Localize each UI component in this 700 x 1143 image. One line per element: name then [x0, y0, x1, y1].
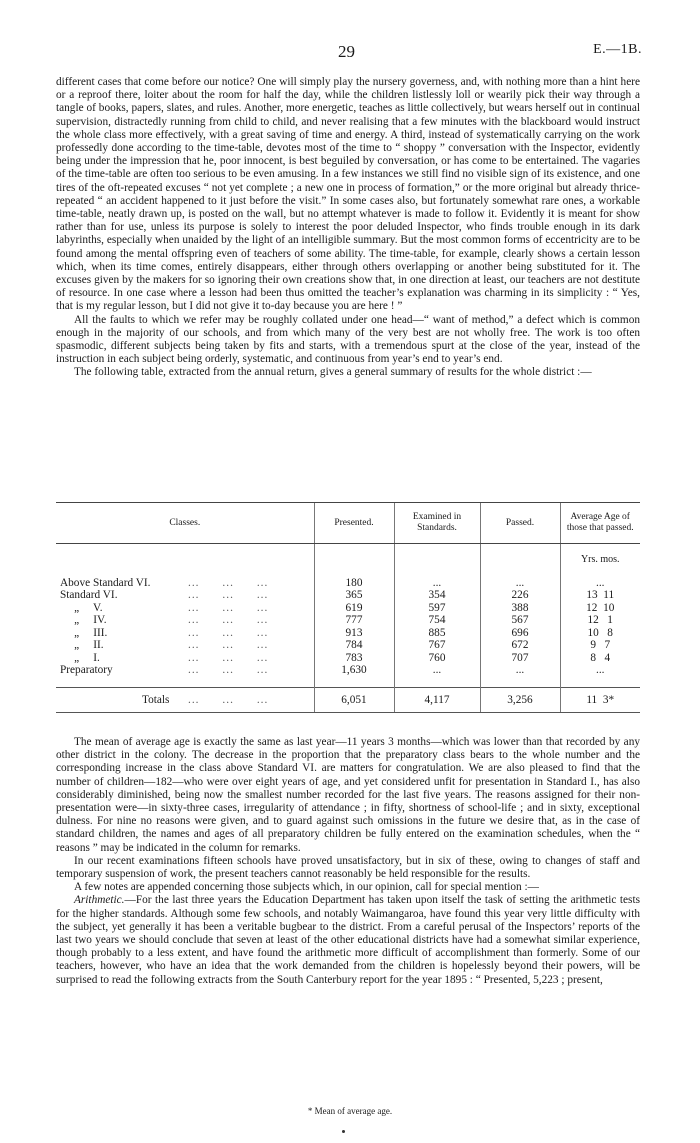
examined-cell: 885: [394, 627, 480, 640]
examined-cell: ...: [394, 577, 480, 590]
leader-dots: ... ... ...: [188, 651, 269, 664]
paragraph: The mean of average age is exactly the same as last year—11 years 3 months—which was lower than that recorded by any other district in the colony. The decrease in the proportion that the preparatory class bears to the whole number and the corresponding increase in the class above Standard VI. are matters for congratulation. We are also pleased to find that the number of children—182—who were over eight years of age, and yet considered unfit for presentation in Standard I., has also considerably diminished, being now the smallest number recorded for the last five years. The reasons assigned for their non-presentation were—in sixty-three cases, irregularity of attendance ; in fifty, shortness of school-life ; and in sixty, exceptional dulness. For nine no reasons were given, and to guard against such omissions in the future we desire that, as in the case of standard children, the names and ages of all preparatory children be fully entered on the examination schedules, when the “ reasons ” may be indicated in the column for remarks.: [56, 736, 640, 854]
table-row: [56, 639, 640, 652]
table-row: [56, 577, 640, 590]
passed-cell: 707: [480, 652, 560, 665]
row-class: [56, 652, 314, 665]
age-cell: 10 8: [560, 627, 640, 640]
leader-dots: ... ... ...: [188, 614, 269, 626]
class-label: „ V.: [60, 601, 103, 614]
passed-cell: ...: [480, 664, 560, 677]
document-code: E.—1B.: [593, 42, 642, 57]
total-age: 11 3*: [560, 687, 640, 712]
passed-cell: 672: [480, 639, 560, 652]
row-class: [56, 602, 314, 615]
page-mark: [342, 1130, 345, 1133]
examined-cell: 767: [394, 639, 480, 652]
paragraph: A few notes are appended concerning those subjects which, in our opinion, call for special mention :—: [74, 881, 539, 894]
leader-dots: ... ... ...: [188, 589, 269, 601]
presented-cell: 913: [314, 627, 394, 640]
results-table: [56, 502, 640, 713]
footnote: * Mean of average age.: [307, 1106, 393, 1116]
col-header-examined: Examined in Standards.: [394, 503, 480, 544]
arithmetic-text: —For the last three years the Education Department has taken upon itself the task of setting the arithmetic tests for the higher standards. Although some few schools, and notably Waimangaroa, have found this year very little difficulty with the subject, yet generally it has been a veritable bugbear to the district. From a careful perusal of the Inspectors’ reports of the last two years we should conclude that seven at least of the other educational districts have had a somewhat similar experience, though probably to a less extent, and have found the arithmetic more difficult of accomplishment than formerly. Some of our teachers, however, who have an idea that the work demanded from the children is hopelessly beyond their powers, will be surprised to read the following extracts from the South Canterbury report for the year 1895 : “ Presented, 5,223 ; present,: [56, 894, 640, 986]
row-class: [56, 577, 314, 590]
total-passed: 3,256: [480, 687, 560, 712]
class-label: „ II.: [60, 639, 104, 651]
table-row: [56, 589, 640, 602]
examined-cell: ...: [394, 664, 480, 677]
presented-cell: 619: [314, 602, 394, 615]
totals-label: Totals: [142, 693, 170, 706]
totals-label-cell: [56, 687, 314, 712]
presented-cell: 777: [314, 614, 394, 627]
total-examined: 4,117: [394, 687, 480, 712]
presented-cell: 180: [314, 577, 394, 590]
col-header-presented: Presented.: [314, 503, 394, 544]
row-class: [56, 627, 314, 640]
passed-cell: 567: [480, 614, 560, 627]
arithmetic-paragraph: [56, 894, 640, 986]
table-row: [56, 602, 640, 615]
leader-dots: ... ... ...: [188, 693, 269, 706]
age-cell: 8 4: [560, 652, 640, 665]
examined-cell: 597: [394, 602, 480, 615]
age-cell: 12 10: [560, 602, 640, 615]
row-class: [56, 614, 314, 627]
presented-cell: 783: [314, 652, 394, 665]
class-label: Above Standard VI.: [60, 576, 151, 589]
table-row: [56, 627, 640, 640]
age-cell: 13 11: [560, 589, 640, 602]
paragraph: All the faults to which we refer may be roughly collated under one head—“ want of method,” a defect which is common enough in the majority of our schools, and from which many of the very best are not wholly free. The work is too often spasmodic, different subjects being taken by fits and starts, with a tremendous spurt at the close of the year, instead of the instruction in each subject being orderly, systematic, and continuous from year’s end to year’s end.: [56, 313, 640, 366]
age-cell: ...: [560, 577, 640, 590]
presented-cell: 1,630: [314, 664, 394, 677]
paragraph: In our recent examinations fifteen schools have proved unsatisfactory, but in six of these, owing to changes of staff and temporary suspension of work, the present teachers cannot reasonably be held responsible for the results.: [56, 854, 640, 881]
age-cell: 9 7: [560, 639, 640, 652]
row-class: [56, 639, 314, 652]
presented-cell: 784: [314, 639, 394, 652]
presented-cell: 365: [314, 589, 394, 602]
class-label: „ IV.: [60, 614, 107, 626]
body-text-top: [56, 76, 640, 380]
examined-cell: 754: [394, 614, 480, 627]
examined-cell: 354: [394, 589, 480, 602]
class-label: „ I.: [60, 651, 100, 664]
paragraph: The following table, extracted from the annual return, gives a general summary of results for the whole district :—: [74, 366, 592, 379]
col-header-passed: Passed.: [480, 503, 560, 544]
row-class: [56, 589, 314, 602]
table-row: [56, 614, 640, 627]
page-number: 29: [338, 42, 355, 61]
age-cell: 12 1: [560, 614, 640, 627]
paragraph: different cases that come before our notice? One will simply play the nursery governess, and, with nothing more than a hint here or a reproof there, loiter about the room for half the day, while the children listlessly loll or wearily pick their way through a tangle of books, papers, slates, and rules. Another, more energetic, teaches as little collectively, but wears herself out in continual supervision, distractedly running from child to child, and never realising that a few minutes with the blackboard would instruct the whole class more effectively, with a great saving of time and energy. A third, instead of systematically carrying on the work professedly done according to the time-table, devotes most of the time to “ shoppy ” conversation with the Inspector, evidently being under the impression that he, poor innocent, is best beguiled by conversation, or has come to be entertained. The vagaries of the time-table are often too serious to be even amusing. In a few instances we still find no visible sign of its existence, and one tires of the oft-repeated excuses “ not yet complete ; a new one in process of formation,” or the more original but already thrice-repeated “ an accident happened to it just before the visit.” In some cases also, but fortunately somewhat rare ones, a workable time-table, neatly drawn up, is posted on the wall, but no attempt whatever is made to follow it. Evidently it is meant for show rather than for use, unless its purpose is solely to interest the poor deluded Inspector, who finds trouble enough in its dark labyrinths, especially when unaided by the light of an intelligible summary. But the most common forms of eccentricity are to be found among the mental offspring even of teachers of some ability. The time-table, for example, clearly shows a certain lesson which, when its time comes, entirely disappears, either through others overlapping or another being substituted for it. The excuses given by the makers for so ignoring their own creations show that, in one direction at least, our teachers are not destitute of resource. In one case where a lesson had been thus omitted the teacher’s explanation was charming in its simplicity : “ Yes, that is my regular lesson, but I did not give it to-day because you are here ! ”: [56, 76, 640, 313]
leader-dots: ... ... ...: [188, 639, 269, 651]
table-row: [56, 664, 640, 677]
passed-cell: 696: [480, 627, 560, 640]
class-label: Standard VI.: [60, 589, 118, 601]
row-class: [56, 664, 314, 677]
leader-dots: ... ... ...: [188, 626, 269, 639]
age-units: Yrs. mos.: [560, 554, 640, 567]
leader-dots: ... ... ...: [188, 601, 269, 614]
col-header-age: Average Age of those that passed.: [560, 503, 640, 544]
leader-dots: ... ... ...: [188, 664, 269, 676]
arithmetic-heading: Arithmetic.: [74, 894, 125, 907]
age-cell: ...: [560, 664, 640, 677]
totals-row: [56, 687, 640, 712]
body-text-bottom: [56, 736, 640, 987]
examined-cell: 760: [394, 652, 480, 665]
class-label: „ III.: [60, 626, 108, 639]
passed-cell: 388: [480, 602, 560, 615]
leader-dots: ... ... ...: [188, 576, 269, 589]
table-row: [56, 652, 640, 665]
class-label: Preparatory: [60, 664, 113, 676]
passed-cell: ...: [480, 577, 560, 590]
col-header-classes: Classes.: [56, 503, 314, 544]
total-presented: 6,051: [314, 687, 394, 712]
passed-cell: 226: [480, 589, 560, 602]
